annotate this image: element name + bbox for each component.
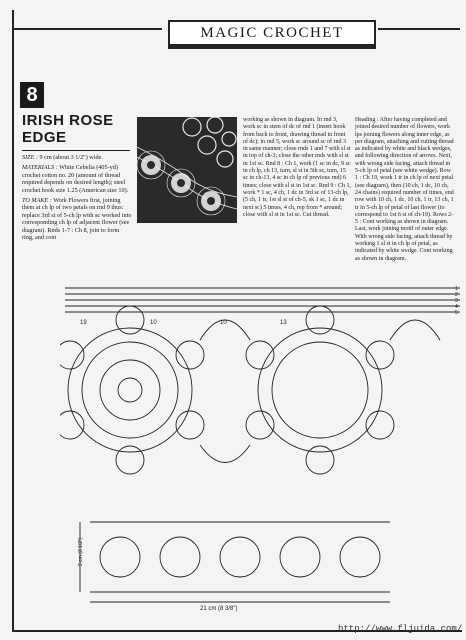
title-rule	[22, 150, 130, 151]
width-dimension: 21 cm (8 3/8")	[200, 606, 238, 612]
finished-edge-schematic	[60, 512, 390, 612]
watermark-url: http://www.fljuida.com/	[338, 624, 463, 634]
materials-paragraph	[22, 164, 132, 194]
materials-label: MATERIALS :	[22, 164, 58, 172]
schematic-svg	[60, 512, 390, 612]
row-num-1: 1	[455, 286, 458, 292]
row-num-5: 5	[455, 310, 458, 316]
size-text: 9 cm (about 3 1/2") wide.	[39, 154, 103, 161]
row-num-4: 4	[455, 304, 458, 310]
chart-label-13: 13	[280, 320, 287, 326]
size-paragraph	[22, 154, 132, 161]
col3-text: Heading : After having completed and joined desired number of flowers, work lps joining flowers along inner edge, as per diagram, attaching and cutting thread as indicated by white and black wedges, and following direction of arrows. Next, with wrong side facing, attach thread in 5-ch lp of petal (see white wedge). Row 1 : Ch 19, work 1 tr in ch lp of next petal (see diagram), then (10 ch, 1 dc, 10 ch, 24 chains) required number of times, end row with 10 ch, 1 dc, 10 ch, 1 tr, 13 ch, 1 tr in 5-ch lp of petal of last flower (to correspond to 1st 6 st of ch-19). Rows 2-5 : Cont working as shown in diagram. Last, work joining motif of outer edge. With wrong side facing, attach thread by working 1 sl st in ch lp of petal, as indicated by white wedge. Cont working as shown in diagram.	[355, 117, 454, 262]
instructions-column-3	[355, 117, 455, 263]
title-line-1: IRISH ROSE	[22, 112, 114, 129]
chart-label-10b: 10	[220, 320, 227, 326]
header-rule-left	[12, 28, 162, 30]
col2-text: working as shown in diagram. In rnd 3, work sc in stem of dc of rnd 1 (insert hook from back to front, drawing thread in front of dc); in rnd 5, work sc around sc of rnd 3 in same manner; close rnds 1 and 7 with sl st in top of ch-3; close the other rnds with sl st in 1st sc. Rnd 8 : Ch 1, work (1 sc in dc, 9 sc in ch lp, ch 13, turn, sl st in 5th sc, turn, 15 sc in ch-13, 4 sc in ch lp of previous rnd) 6 times; close with sl st in 1st sc. Rnd 9 : Ch 1, work * 1 sc, 4 ch, 1 dc in 3rd sc of 13-ch lp, (5 ch, 1 tr, 1st sl st of ch-5, sk 1 sc, 1 dc in next sc) 5 times, 4 ch, rep from * around; close with sl st in 1st sc. Cut thread.	[243, 117, 352, 218]
size-label: SIZE :	[22, 154, 38, 161]
chart-label-10a: 10	[150, 320, 157, 326]
materials-text: White Cebelia (405-yd) crochet cotton no. 20 (amount of thread required depends on desired length); steel crochet hook size 1.25 (American size 10).	[22, 164, 129, 194]
crochet-chart	[60, 280, 460, 500]
brand-title: MAGIC CROCHET	[168, 20, 376, 46]
height-dimension: 9 cm (3 1/2")	[78, 537, 84, 566]
make-label: TO MAKE :	[22, 197, 52, 205]
lace-photo-art	[137, 117, 237, 223]
chart-label-19: 19	[80, 320, 87, 326]
brand-underline	[168, 46, 376, 49]
intro-text	[22, 154, 132, 244]
header-rule-right	[378, 28, 460, 30]
make-text: Work Flowers first, joining them at ch lp of two petals on rnd 9 thus: replace 3rd st of 5-ch lp with sc worked into corresponding ch lp of adjacent flower (see diagram). Rnds 1-7 : Ch 8, join to form ring, and cont	[22, 197, 132, 242]
title-line-2: EDGE	[22, 129, 67, 146]
row-num-3: 3	[455, 298, 458, 304]
section-number-badge: 8	[20, 82, 44, 108]
row-num-2: 2	[455, 292, 458, 298]
make-paragraph	[22, 197, 132, 241]
instructions-column-2	[243, 117, 351, 219]
crochet-chart-svg	[60, 280, 460, 500]
pattern-title	[22, 112, 132, 146]
lace-photo	[137, 117, 237, 223]
